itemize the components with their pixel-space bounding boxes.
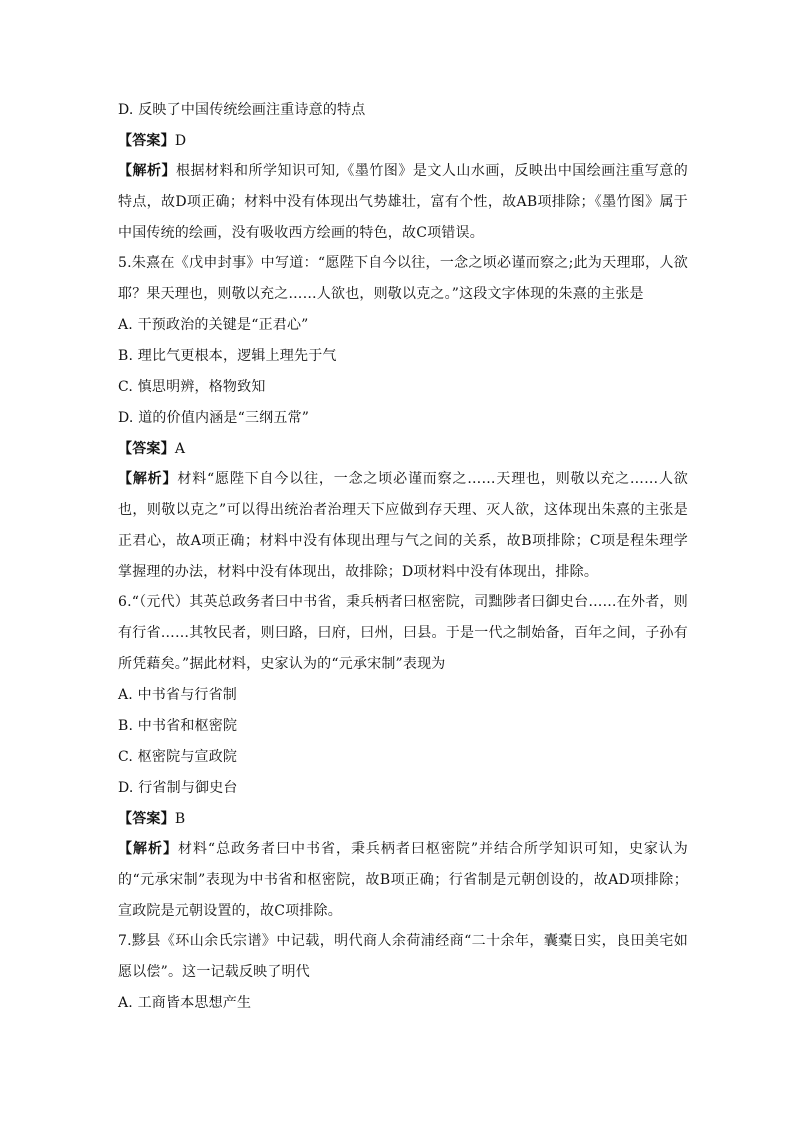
question-6: 6.“（元代）其英总政务者曰中书省，秉兵柄者曰枢密院，司黜陟者曰御史台……在外者，则有行省……其牧民者，则曰路，曰府，曰州，曰县。于是一代之制始备，百年之间，子孙有所凭藉矣。”据此材料，史家认为的“元承宋制”表现为 [118, 594, 688, 672]
analysis-tag: 【解析】 [118, 471, 178, 487]
option-b-line: B. 中书省和枢密院 [118, 718, 238, 734]
document-page [118, 100, 688, 1024]
analysis-paragraph: 【解析】根据材料和所学知识可知,《墨竹图》是文人山水画，反映出中国绘画注重写意的特点，故D项正确；材料中没有体现出气势雄壮，富有个性，故AB项排除；《墨竹图》属于中国传统的绘画，没有吸收西方绘画的特色，故C项错误。 [118, 163, 688, 241]
analysis-paragraph: 【解析】材料“总政务者曰中书省，秉兵柄者曰枢密院”并结合所学知识可知，史家认为的“元承宋制”表现为中书省和枢密院，故B项正确；行省制是元朝创设的，故AD项排除；宣政院是元朝设置的，故C项排除。 [118, 841, 688, 919]
answer-line: 【答案】A [118, 441, 186, 457]
answer-tag: 【答案】 [118, 441, 175, 457]
question-5: 5.朱熹在《戊申封事》中写道：“愿陛下自今以往，一念之顷必谨而察之;此为天理耶，人欲耶？果天理也，则敬以充之……人欲也，则敬以克之。”这段文字体现的朱熹的主张是 [118, 255, 688, 302]
answer-line: 【答案】B [118, 811, 186, 827]
option-c-line: C. 慎思明辨，格物致知 [118, 379, 266, 395]
question-7: 7.黟县《环山余氏宗谱》中记载，明代商人余荷浦经商“二十余年，囊橐日实，良田美宅如愿以偿”。这一记载反映了明代 [118, 933, 688, 980]
answer-tag: 【答案】 [118, 133, 175, 149]
option-d-line: D. 道的价值内涵是“三纲五常” [118, 410, 310, 426]
answer-tag: 【答案】 [118, 811, 175, 827]
option-a-line: A. 工商皆本思想产生 [118, 995, 252, 1011]
analysis-paragraph: 【解析】材料“愿陛下自今以往，一念之顷必谨而察之……天理也，则敬以充之……人欲也，则敬以克之”可以得出统治者治理天下应做到存天理、灭人欲，这体现出朱熹的主张是正君心，故A项正确；材料中没有体现出理与气之间的关系，故B项排除；C项是程朱理学掌握理的办法，材料中没有体现出，故排除；D项材料中没有体现出，排除。 [118, 471, 688, 580]
answer-line: 【答案】D [118, 133, 187, 149]
analysis-tag: 【解析】 [118, 163, 176, 179]
option-b-line: B. 理比气更根本，逻辑上理先于气 [118, 348, 337, 364]
option-a-line: A. 干预政治的关键是“正君心” [118, 317, 309, 333]
option-d-line: D. 反映了中国传统绘画注重诗意的特点 [118, 102, 366, 118]
analysis-tag: 【解析】 [118, 841, 178, 857]
option-c-line: C. 枢密院与宣政院 [118, 749, 238, 765]
option-a-line: A. 中书省与行省制 [118, 687, 238, 703]
option-d-line: D. 行省制与御史台 [118, 780, 238, 796]
